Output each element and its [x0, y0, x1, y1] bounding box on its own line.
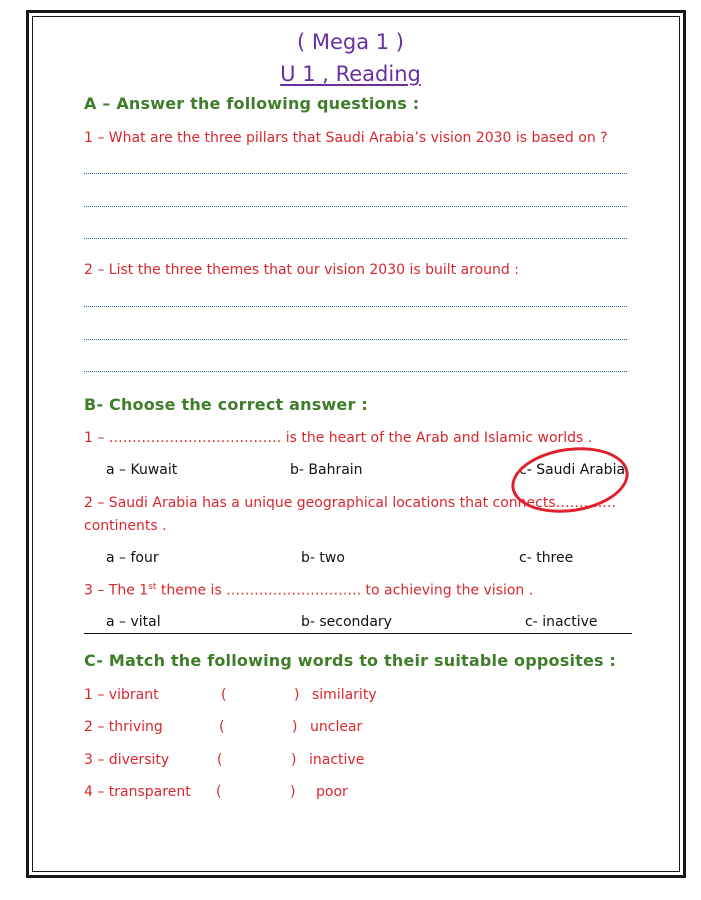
match-opposite: poor: [316, 784, 348, 800]
match-opposite: inactive: [309, 752, 365, 768]
answer-line: [84, 238, 627, 239]
ordinal-suffix: st: [148, 582, 157, 592]
option-a: a – four: [106, 550, 159, 566]
match-opposite: unclear: [310, 719, 363, 735]
match-close-paren: ): [292, 719, 298, 735]
option-b: b- secondary: [301, 614, 392, 630]
worksheet-subtitle: [0, 62, 701, 86]
subtitle-text: U 1 , Reading: [280, 62, 421, 86]
option-c: c- Saudi Arabia: [519, 462, 626, 478]
section-b-question-2-line-2: continents .: [84, 518, 167, 534]
option-c: c- inactive: [525, 614, 598, 630]
section-b-question-3: [84, 582, 533, 599]
match-open-paren: (: [216, 784, 222, 800]
match-word: 1 – vibrant: [84, 687, 159, 703]
match-open-paren: (: [219, 719, 225, 735]
section-divider: [84, 633, 632, 634]
match-word: 2 – thriving: [84, 719, 163, 735]
match-close-paren: ): [291, 752, 297, 768]
question-3-prefix: 3 – The 1: [84, 582, 149, 599]
option-c: c- three: [519, 550, 574, 566]
match-word: 4 – transparent: [84, 784, 191, 800]
match-open-paren: (: [217, 752, 223, 768]
section-b-question-1: 1 – ………………………………. is the heart of the Arab and Islamic worlds .: [84, 430, 593, 446]
section-b-heading: B- Choose the correct answer :: [84, 395, 368, 414]
answer-line: [84, 173, 627, 174]
match-close-paren: ): [294, 687, 300, 703]
section-b-question-2-line-1: 2 – Saudi Arabia has a unique geographical locations that connects………….: [84, 495, 617, 511]
match-open-paren: (: [221, 687, 227, 703]
answer-line: [84, 371, 627, 372]
match-word: 3 – diversity: [84, 752, 170, 768]
section-a-question-2: 2 – List the three themes that our vision 2030 is built around :: [84, 262, 519, 278]
section-a-question-1: 1 – What are the three pillars that Saudi Arabia’s vision 2030 is based on ?: [84, 130, 608, 146]
answer-line: [84, 306, 627, 307]
option-b: b- Bahrain: [290, 462, 363, 478]
worksheet-title: ( Mega 1 ): [296, 30, 404, 54]
option-a: a – Kuwait: [106, 462, 178, 478]
match-opposite: similarity: [312, 687, 377, 703]
option-a: a – vital: [106, 614, 161, 630]
section-c-heading: C- Match the following words to their suitable opposites :: [84, 651, 617, 670]
option-b: b- two: [301, 550, 345, 566]
answer-line: [84, 339, 627, 340]
match-close-paren: ): [290, 784, 296, 800]
answer-line: [84, 206, 627, 207]
section-a-heading: A – Answer the following questions :: [84, 94, 420, 113]
question-3-suffix: theme is ……………………….. to achieving the vision .: [156, 582, 534, 599]
